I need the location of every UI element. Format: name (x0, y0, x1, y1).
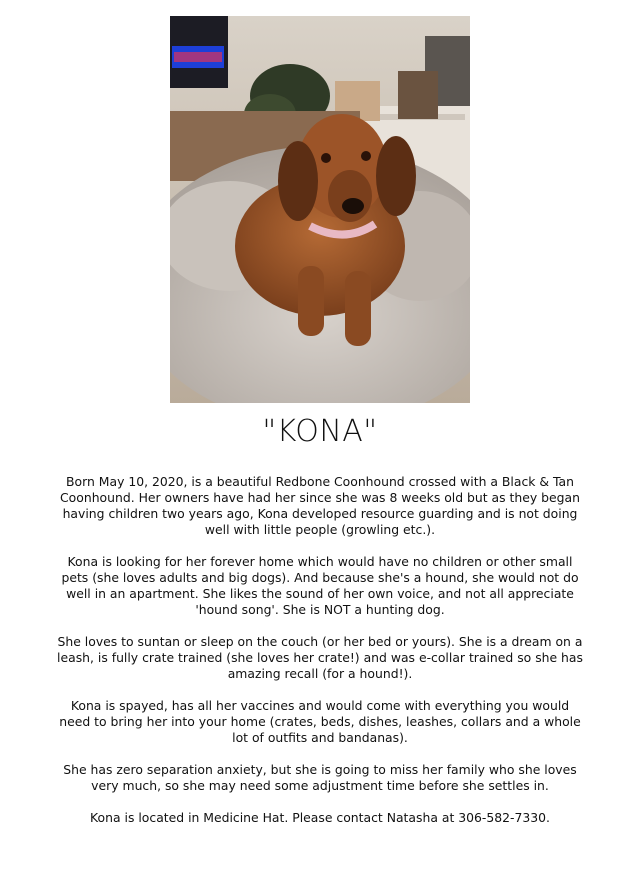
paragraph-ideal-home: Kona is looking for her forever home which would have no children or other small pets (she loves adults and big dogs). And because she's a hound, she would not do well in an apartment. She likes the sound of her own voice, and not all appreciate 'hound song'. She is NOT a hunting dog. (61, 554, 579, 617)
page-title: "KONA" (262, 414, 378, 449)
dog-photo (170, 16, 470, 403)
paragraph-temperament: She has zero separation anxiety, but she is going to miss her family who she loves very much, so she may need some adjustment time before she settles in. (63, 762, 577, 793)
paragraph-contact: Kona is located in Medicine Hat. Please contact Natasha at 306-582-7330. (90, 810, 550, 825)
description (56, 474, 584, 842)
paragraph-health: Kona is spayed, has all her vaccines and would come with everything you would need to bring her into your home (crates, beds, dishes, leashes, collars and a whole lot of outfits and bandanas). (59, 698, 581, 745)
paragraph-habits: She loves to suntan or sleep on the couch (or her bed or yours). She is a dream on a leash, is fully crate trained (she loves her crate!) and was e-collar trained so she has amazing recall (for a hound!). (57, 634, 583, 681)
paragraph-birth-history: Born May 10, 2020, is a beautiful Redbone Coonhound crossed with a Black & Tan Coonhound. Her owners have had her since she was 8 weeks old but as they began having children two years ago, Kona developed resource guarding and is not doing well with little people (growling etc.). (60, 474, 580, 537)
